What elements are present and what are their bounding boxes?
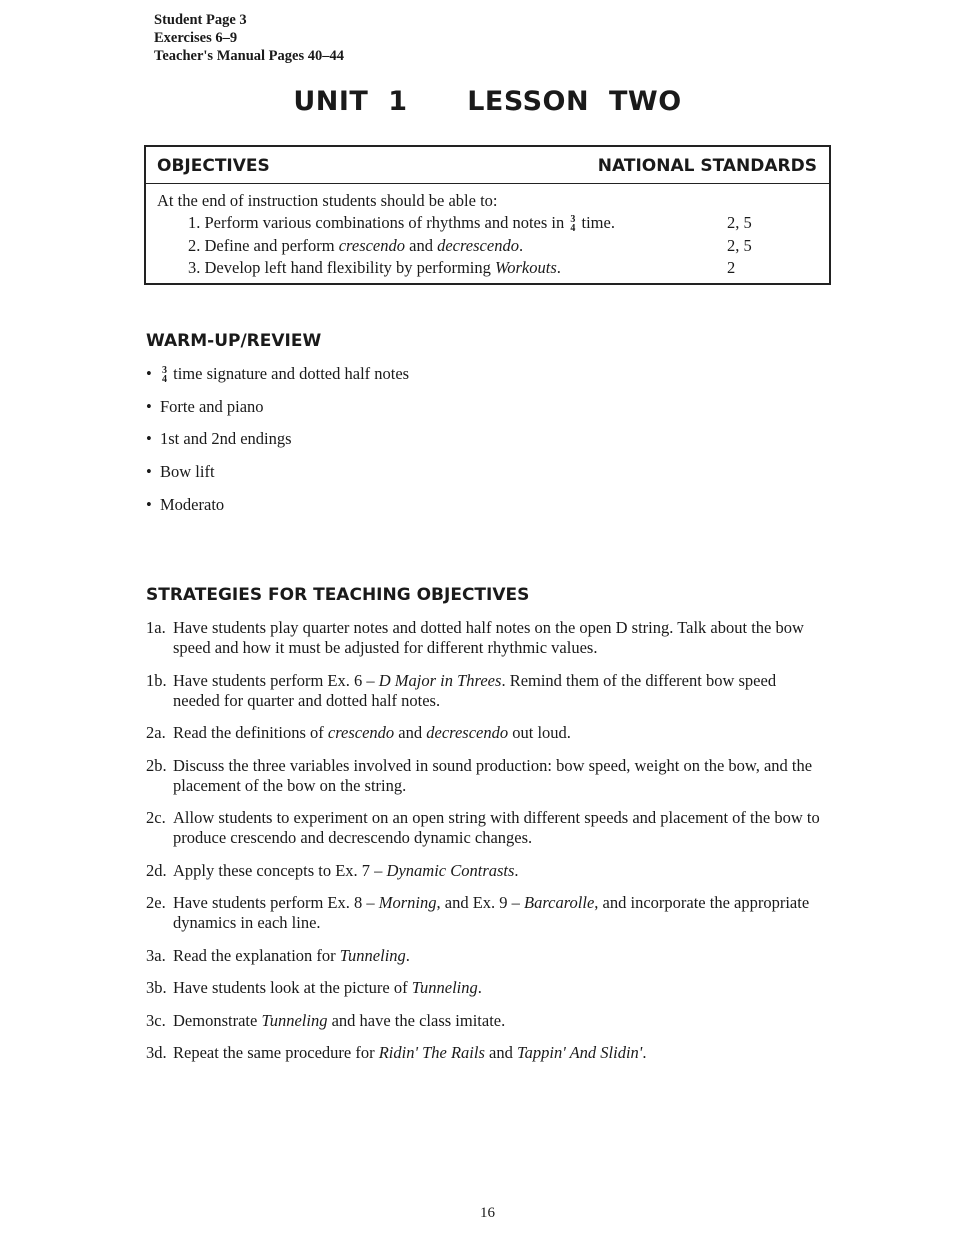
list-item: 3c. Demonstrate Tunneling and have the class imitate. [146, 1010, 506, 1030]
strategies-heading: STRATEGIES FOR TEACHING OBJECTIVES [146, 585, 530, 605]
objective-item [188, 213, 828, 236]
objective-text: 2. Define and perform crescendo and decrescendo. [188, 235, 524, 255]
list-item: • Moderato [146, 494, 225, 514]
list-item: 3a. Read the explanation for Tunneling. [146, 945, 410, 965]
list-item: • 3 4 time signature and dotted half notes [146, 364, 410, 386]
list-item: 3b. Have students look at the picture of Tunneling. [146, 978, 482, 997]
list-item: • Forte and piano [146, 396, 264, 416]
time-signature-fraction: 3 4 [162, 365, 167, 386]
warmup-heading: WARM-UP/REVIEW [146, 331, 322, 351]
exercises-ref: Exercises 6–9 [154, 30, 238, 46]
list-item: 2e. Have students perform Ex. 8 – Morning, and Ex. 9 – Barcarolle, and incorporate the appropriate dynamics in each line. [146, 893, 810, 932]
objective-item [188, 236, 828, 259]
objectives-heading: OBJECTIVES [157, 156, 270, 176]
objectives-box [144, 145, 831, 285]
objectives-list [188, 213, 828, 281]
list-item: 3d. Repeat the same procedure for Ridin' The Rails and Tappin' And Slidin'. [146, 1043, 647, 1062]
objective-standards: 2, 5 [727, 213, 752, 232]
national-standards-heading: NATIONAL STANDARDS [597, 156, 817, 176]
strategies-list [146, 618, 826, 1076]
objective-text: 1. Perform various combinations of rhythms and notes in 3 4 time. [188, 213, 615, 235]
list-item: 1b. Have students perform Ex. 6 – D Major in Threes. Remind them of the different bow speed needed for quarter and dotted half notes. [146, 670, 777, 710]
list-item: 2a. Read the definitions of crescendo and decrescendo out loud. [146, 723, 571, 742]
objectives-intro: At the end of instruction students should be able to: [157, 191, 498, 210]
time-signature-fraction: 3 4 [570, 214, 576, 235]
manual-pages-ref: Teacher's Manual Pages 40–44 [154, 48, 344, 64]
list-item: • Bow lift [146, 462, 215, 482]
student-page-ref: Student Page 3 [154, 12, 247, 28]
page-number: 16 [480, 1205, 495, 1221]
page-title: UNIT 1 LESSON TWO [293, 86, 682, 117]
page-header-meta [154, 11, 344, 65]
list-item: 2d. Apply these concepts to Ex. 7 – Dynamic Contrasts. [146, 860, 519, 880]
list-item: • 1st and 2nd endings [146, 429, 292, 449]
list-item: 1a. Have students play quarter notes and dotted half notes on the open D string. Talk about the bow speed and how it must be adjusted for different rhythmic values. [146, 618, 804, 657]
list-item: 2c. Allow students to experiment on an open string with different speeds and placement of the bow to produce crescendo and decrescendo dynamic changes. [146, 808, 820, 847]
warmup-list [146, 364, 409, 527]
list-item: 2b. Discuss the three variables involved in sound production: bow speed, weight on the bow, and the placement of the bow on the string. [146, 755, 813, 795]
objective-standards: 2 [727, 258, 736, 277]
objective-text: 3. Develop left hand flexibility by performing Workouts. [188, 258, 561, 277]
objective-item [188, 258, 828, 281]
objective-standards: 2, 5 [727, 235, 752, 255]
objectives-header [146, 147, 829, 184]
